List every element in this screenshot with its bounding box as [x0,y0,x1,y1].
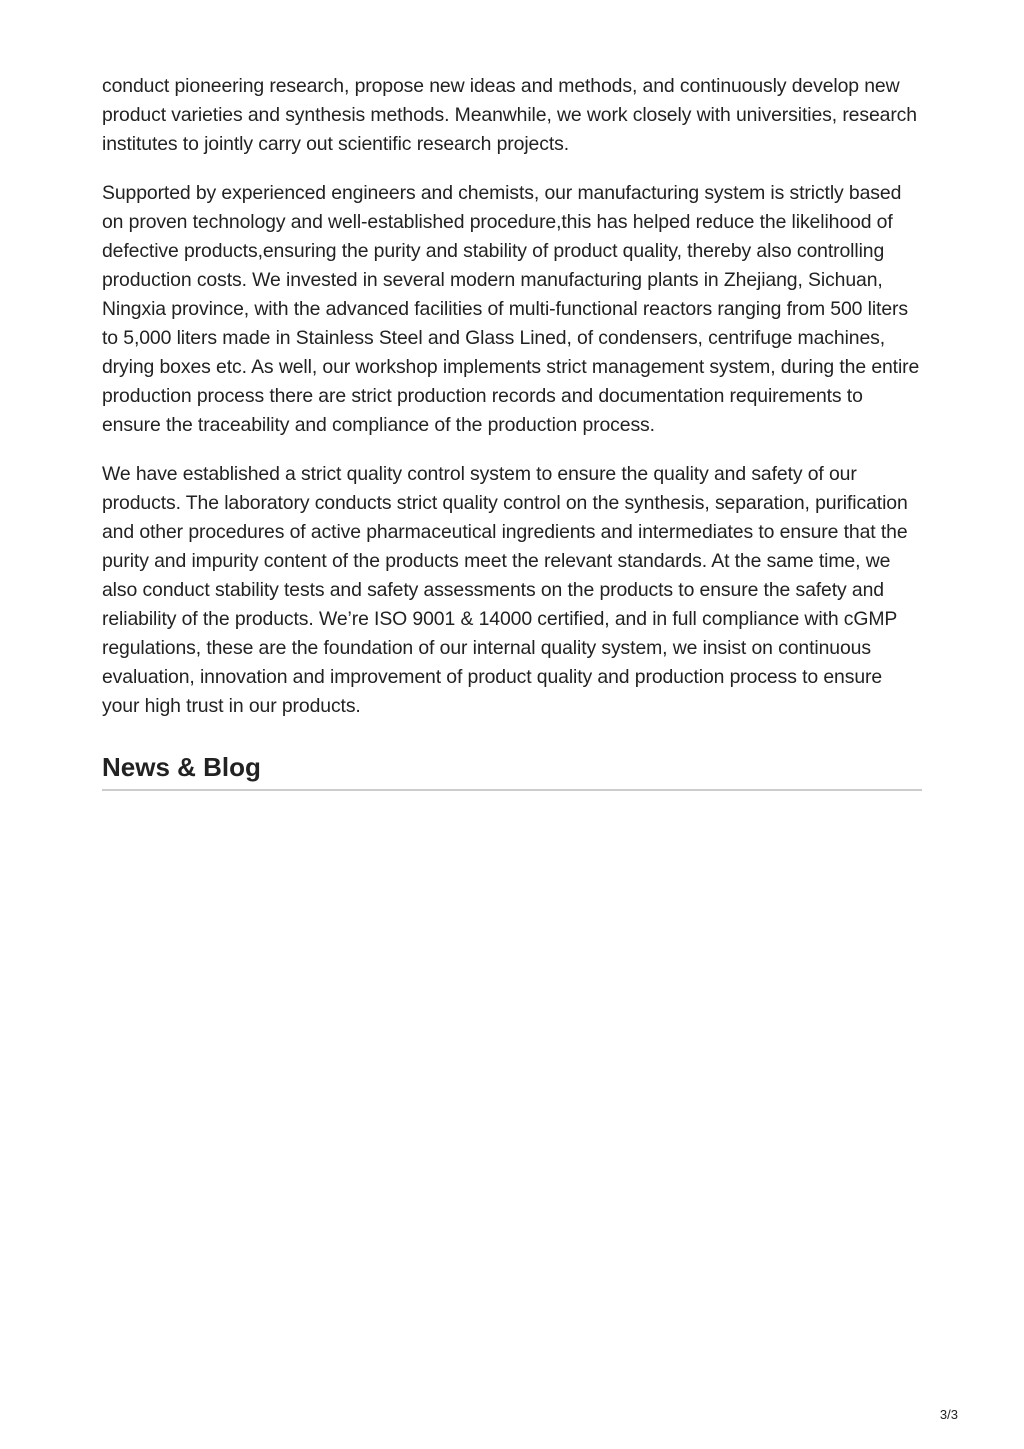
paragraph-quality-control: We have established a strict quality control system to ensure the quality and safety of our products. The laboratory conducts strict quality control on the synthesis, separation, purification and other procedures of active pharmaceutical ingredients and intermediates to ensure that the purity and impurity content of the products meet the relevant standards. At the same time, we also conduct stability tests and safety assessments on the products to ensure the safety and reliability of the products. We’re ISO 9001 & 14000 certified, and in full compliance with cGMP regulations, these are the foundation of our internal quality system, we insist on continuous evaluation, innovation and improvement of product quality and production process to ensure your high trust in our products. [102,463,908,717]
document-body [102,72,924,791]
heading-divider [102,789,922,791]
paragraph-manufacturing: Supported by experienced engineers and chemists, our manufacturing system is strictly based on proven technology and well-established procedure,this has helped reduce the likelihood of defective products,ensuring the purity and stability of product quality, thereby also controlling production costs. We invested in several modern manufacturing plants in Zhejiang, Sichuan, Ningxia province, with the advanced facilities of multi-functional reactors ranging from 500 liters to 5,000 liters made in Stainless Steel and Glass Lined, of condensers, centrifuge machines, drying boxes etc. As well, our workshop implements strict management system, during the entire production process there are strict production records and documentation requirements to ensure the traceability and compliance of the production process. [102,182,920,436]
paragraph-research: conduct pioneering research, propose new ideas and methods, and continuously develop new product varieties and synthesis methods. Meanwhile, we work closely with universities, research institutes to jointly carry out scientific research projects. [102,75,917,155]
page-number: 3/3 [939,1407,958,1422]
section-heading-news-blog: News & Blog [102,752,261,782]
